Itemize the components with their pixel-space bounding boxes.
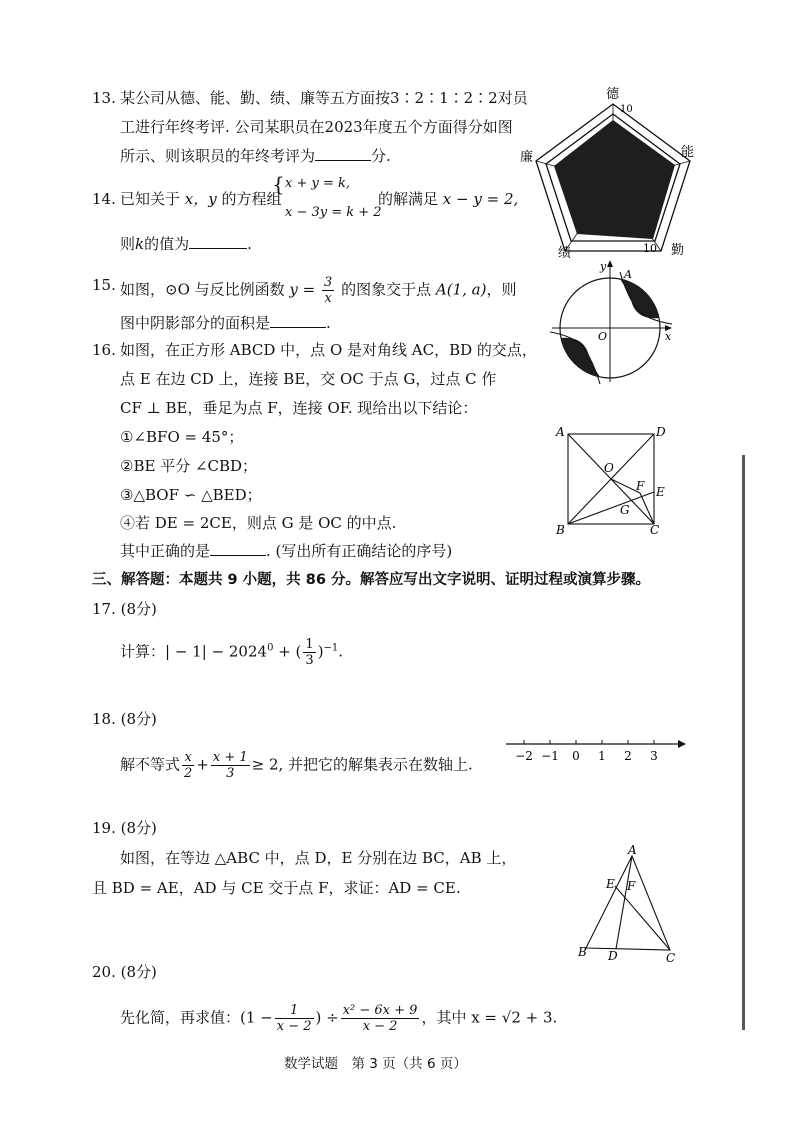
label-b: B <box>556 523 565 537</box>
q14-eq1: x + y = k, <box>285 176 350 191</box>
q18-f1-num: x <box>182 750 194 766</box>
q14-line2 <box>120 234 252 254</box>
q19-number: 19. <box>92 819 116 837</box>
q14-k: k <box>135 235 145 253</box>
radar-axis-ji: 绩 <box>558 246 572 260</box>
q17-exponent: −1 <box>323 642 339 654</box>
q16-text-a: 其中正确的是 <box>120 542 211 560</box>
q15-line1 <box>120 275 516 306</box>
q20-f2-den: x − 2 <box>362 1019 398 1034</box>
tick-0: 0 <box>572 749 580 763</box>
q15-fraction <box>322 275 334 306</box>
q16-text-b: . (写出所有正确结论的序号) <box>266 542 453 560</box>
q13-line2: 工进行年终考评. 公司某职员在2023年度五个方面得分如图 <box>120 118 513 136</box>
label-d: D <box>656 425 666 439</box>
q14-line1 <box>120 189 282 209</box>
q14-text-c: 的解满足 <box>378 190 439 208</box>
label-e: E <box>656 485 665 499</box>
q20-text-b: ) ÷ <box>315 1008 339 1027</box>
q18-fraction-1 <box>182 750 194 781</box>
q14-text-then: 则 <box>120 235 136 253</box>
q14-number: 14. <box>92 190 116 208</box>
q18-text-a: 解不等式 <box>120 755 181 774</box>
q13-line3-text: 所示、则该职员的年终考评为 <box>120 147 316 165</box>
page-footer: 数学试题 第 3 页（共 6 页） <box>284 1056 467 1072</box>
q14-cond: x − y = 2, <box>442 190 519 208</box>
answer-blank <box>210 555 266 556</box>
q19-line1: 如图，在等边 △ABC 中，点 D，E 分别在边 BC，AB 上， <box>120 849 517 867</box>
tick-2: 2 <box>624 749 632 763</box>
circle-hyperbola-figure <box>548 258 676 386</box>
q18-header <box>92 709 157 729</box>
q18-text-b: ≥ 2, 并把它的解集表示在数轴上. <box>251 755 473 774</box>
tick-3: 3 <box>650 749 658 763</box>
q18-score: (8分) <box>120 710 157 728</box>
q16-conclusion-1: ①∠BFO = 45°； <box>120 428 244 446</box>
label-d: D <box>608 949 618 963</box>
q14-text-end: . <box>247 235 252 253</box>
answer-blank <box>315 160 371 161</box>
scan-edge-line <box>742 455 745 1030</box>
shaded-region-q1 <box>620 279 659 318</box>
q17-header <box>92 599 157 619</box>
q17-frac-den: 3 <box>305 653 314 668</box>
label-c: C <box>650 523 660 537</box>
q20-fraction-2 <box>341 1003 420 1034</box>
q16-line3: CF ⊥ BE，垂足为点 F，连接 OF. 现给出以下结论： <box>120 399 478 417</box>
q14-text-b: 的方程组 <box>221 190 282 208</box>
label-f: F <box>627 879 636 893</box>
label-o: O <box>604 461 614 475</box>
q19-line2: 且 BD = AE，AD 与 CE 交于点 F，求证：AD = CE. <box>92 879 461 897</box>
q18-number: 18. <box>92 710 116 728</box>
q14-condition <box>378 189 518 209</box>
q17-frac-num: 1 <box>305 637 314 652</box>
answer-blank <box>270 327 326 328</box>
q17-exp0: 0 <box>267 642 274 654</box>
q20-text-a: 先化简，再求值：(1 − <box>120 1008 273 1027</box>
q20-f1-den: x − 2 <box>276 1019 312 1034</box>
q20-expression <box>120 1003 557 1034</box>
q13-line3-end: 分. <box>371 147 391 165</box>
q14-vars: x，y <box>184 190 217 208</box>
label-a: A <box>628 844 637 857</box>
label-f: F <box>636 479 645 493</box>
q14-text-a: 已知关于 <box>120 190 181 208</box>
triangle-figure <box>572 844 684 966</box>
q18-fraction-2 <box>211 750 250 781</box>
q17-number: 17. <box>92 600 116 618</box>
tick-neg1: −1 <box>541 749 559 763</box>
q15-point: A(1, a) <box>435 280 487 299</box>
label-a: A <box>556 425 565 439</box>
q19-score: (8分) <box>120 819 157 837</box>
q16-number: 16. <box>92 341 116 359</box>
q15-text-a: 如图，⊙O 与反比例函数 <box>120 280 285 299</box>
q20-fraction-1 <box>275 1003 314 1034</box>
radar-axis-qin: 勤 <box>671 243 685 258</box>
q20-header <box>92 962 157 982</box>
radar-axis-de: 德 <box>606 87 620 102</box>
q16-conclusion-2: ②BE 平分 ∠CBD； <box>120 457 258 475</box>
q17-score: (8分) <box>120 600 157 618</box>
q17-text-a: 计算： <box>120 642 166 661</box>
q18-f1-den: 2 <box>184 766 193 781</box>
point-a-label: A <box>624 268 632 281</box>
q16-line1: 如图，在正方形 ABCD 中，点 O 是对角线 AC，BD 的交点， <box>120 341 537 359</box>
q18-f2-num: x + 1 <box>212 750 248 765</box>
q16-conclusion-4: ④若 DE = 2CE，则点 G 是 OC 的中点. <box>120 514 397 532</box>
tick-1: 1 <box>598 749 606 763</box>
q16-line2: 点 E 在边 CD 上，连接 BE，交 OC 于点 G，过点 C 作 <box>120 370 497 388</box>
q15-text-c: ，则 <box>486 280 517 299</box>
q17-expression <box>120 637 343 668</box>
answer-blank <box>189 248 247 249</box>
q14-eq2: x − 3y = k + 2 <box>285 205 382 220</box>
radar-max-label: 10 <box>620 104 633 115</box>
radar-axis-lian: 廉 <box>520 150 534 165</box>
q17-fraction <box>303 637 315 668</box>
system-brace: { <box>272 172 285 196</box>
section-heading: 三、解答题：本题共 9 小题，共 86 分。解答应写出文字说明、证明过程或演算步骤。 <box>92 572 650 588</box>
radar-score-area <box>554 120 675 239</box>
shaded-region-q3 <box>561 338 600 377</box>
label-c: C <box>666 951 676 965</box>
q15-func: y = <box>289 280 316 299</box>
q13-number: 13. <box>92 89 116 107</box>
radar-chart <box>518 84 708 260</box>
q15-line2 <box>120 313 331 333</box>
tick-neg2: −2 <box>515 749 533 763</box>
q19-header <box>92 818 157 838</box>
q18-plus: + <box>196 755 209 774</box>
q15-text-b: 的图象交于点 <box>341 280 432 299</box>
q20-score: (8分) <box>120 963 157 981</box>
y-axis-label: y <box>600 260 607 273</box>
number-line <box>504 732 688 768</box>
q17-text-c: + ( <box>273 642 302 661</box>
q20-f2-num: x² − 6x + 9 <box>342 1003 418 1018</box>
q18-expression <box>120 750 473 781</box>
q13-line1: 某公司从德、能、勤、绩、廉等五方面按3∶2∶1∶2∶2对员 <box>120 89 528 107</box>
radar-axis-neng: 能 <box>681 145 695 160</box>
q15-text-d: 图中阴影部分的面积是 <box>120 314 271 332</box>
q15-text-end: . <box>326 314 331 332</box>
q15-frac-den: x <box>324 291 332 306</box>
q17-text-b: | − 1| − 2024 <box>165 642 268 661</box>
label-e: E <box>606 877 615 891</box>
radar-tick-10: 10 <box>643 242 657 255</box>
label-g: G <box>620 503 630 517</box>
q16-conclusion-3: ③△BOF ∽ △BED； <box>120 486 262 504</box>
label-b: B <box>578 945 587 959</box>
x-axis-label: x <box>665 330 672 343</box>
q17-text-d: ) <box>317 642 324 661</box>
square-figure <box>552 422 672 540</box>
q20-text-c: ，其中 x = √2 + 3. <box>421 1008 558 1027</box>
q15-frac-num: 3 <box>324 275 333 290</box>
q17-text-e: . <box>338 642 344 661</box>
origin-label: O <box>598 330 608 343</box>
q13-line3 <box>120 146 391 166</box>
q18-f2-den: 3 <box>226 766 235 781</box>
q20-number: 20. <box>92 963 116 981</box>
q14-text-value: 的值为 <box>144 235 190 253</box>
q16-question <box>120 541 452 561</box>
q20-f1-num: 1 <box>275 1003 314 1019</box>
q15-number: 15. <box>92 276 116 294</box>
